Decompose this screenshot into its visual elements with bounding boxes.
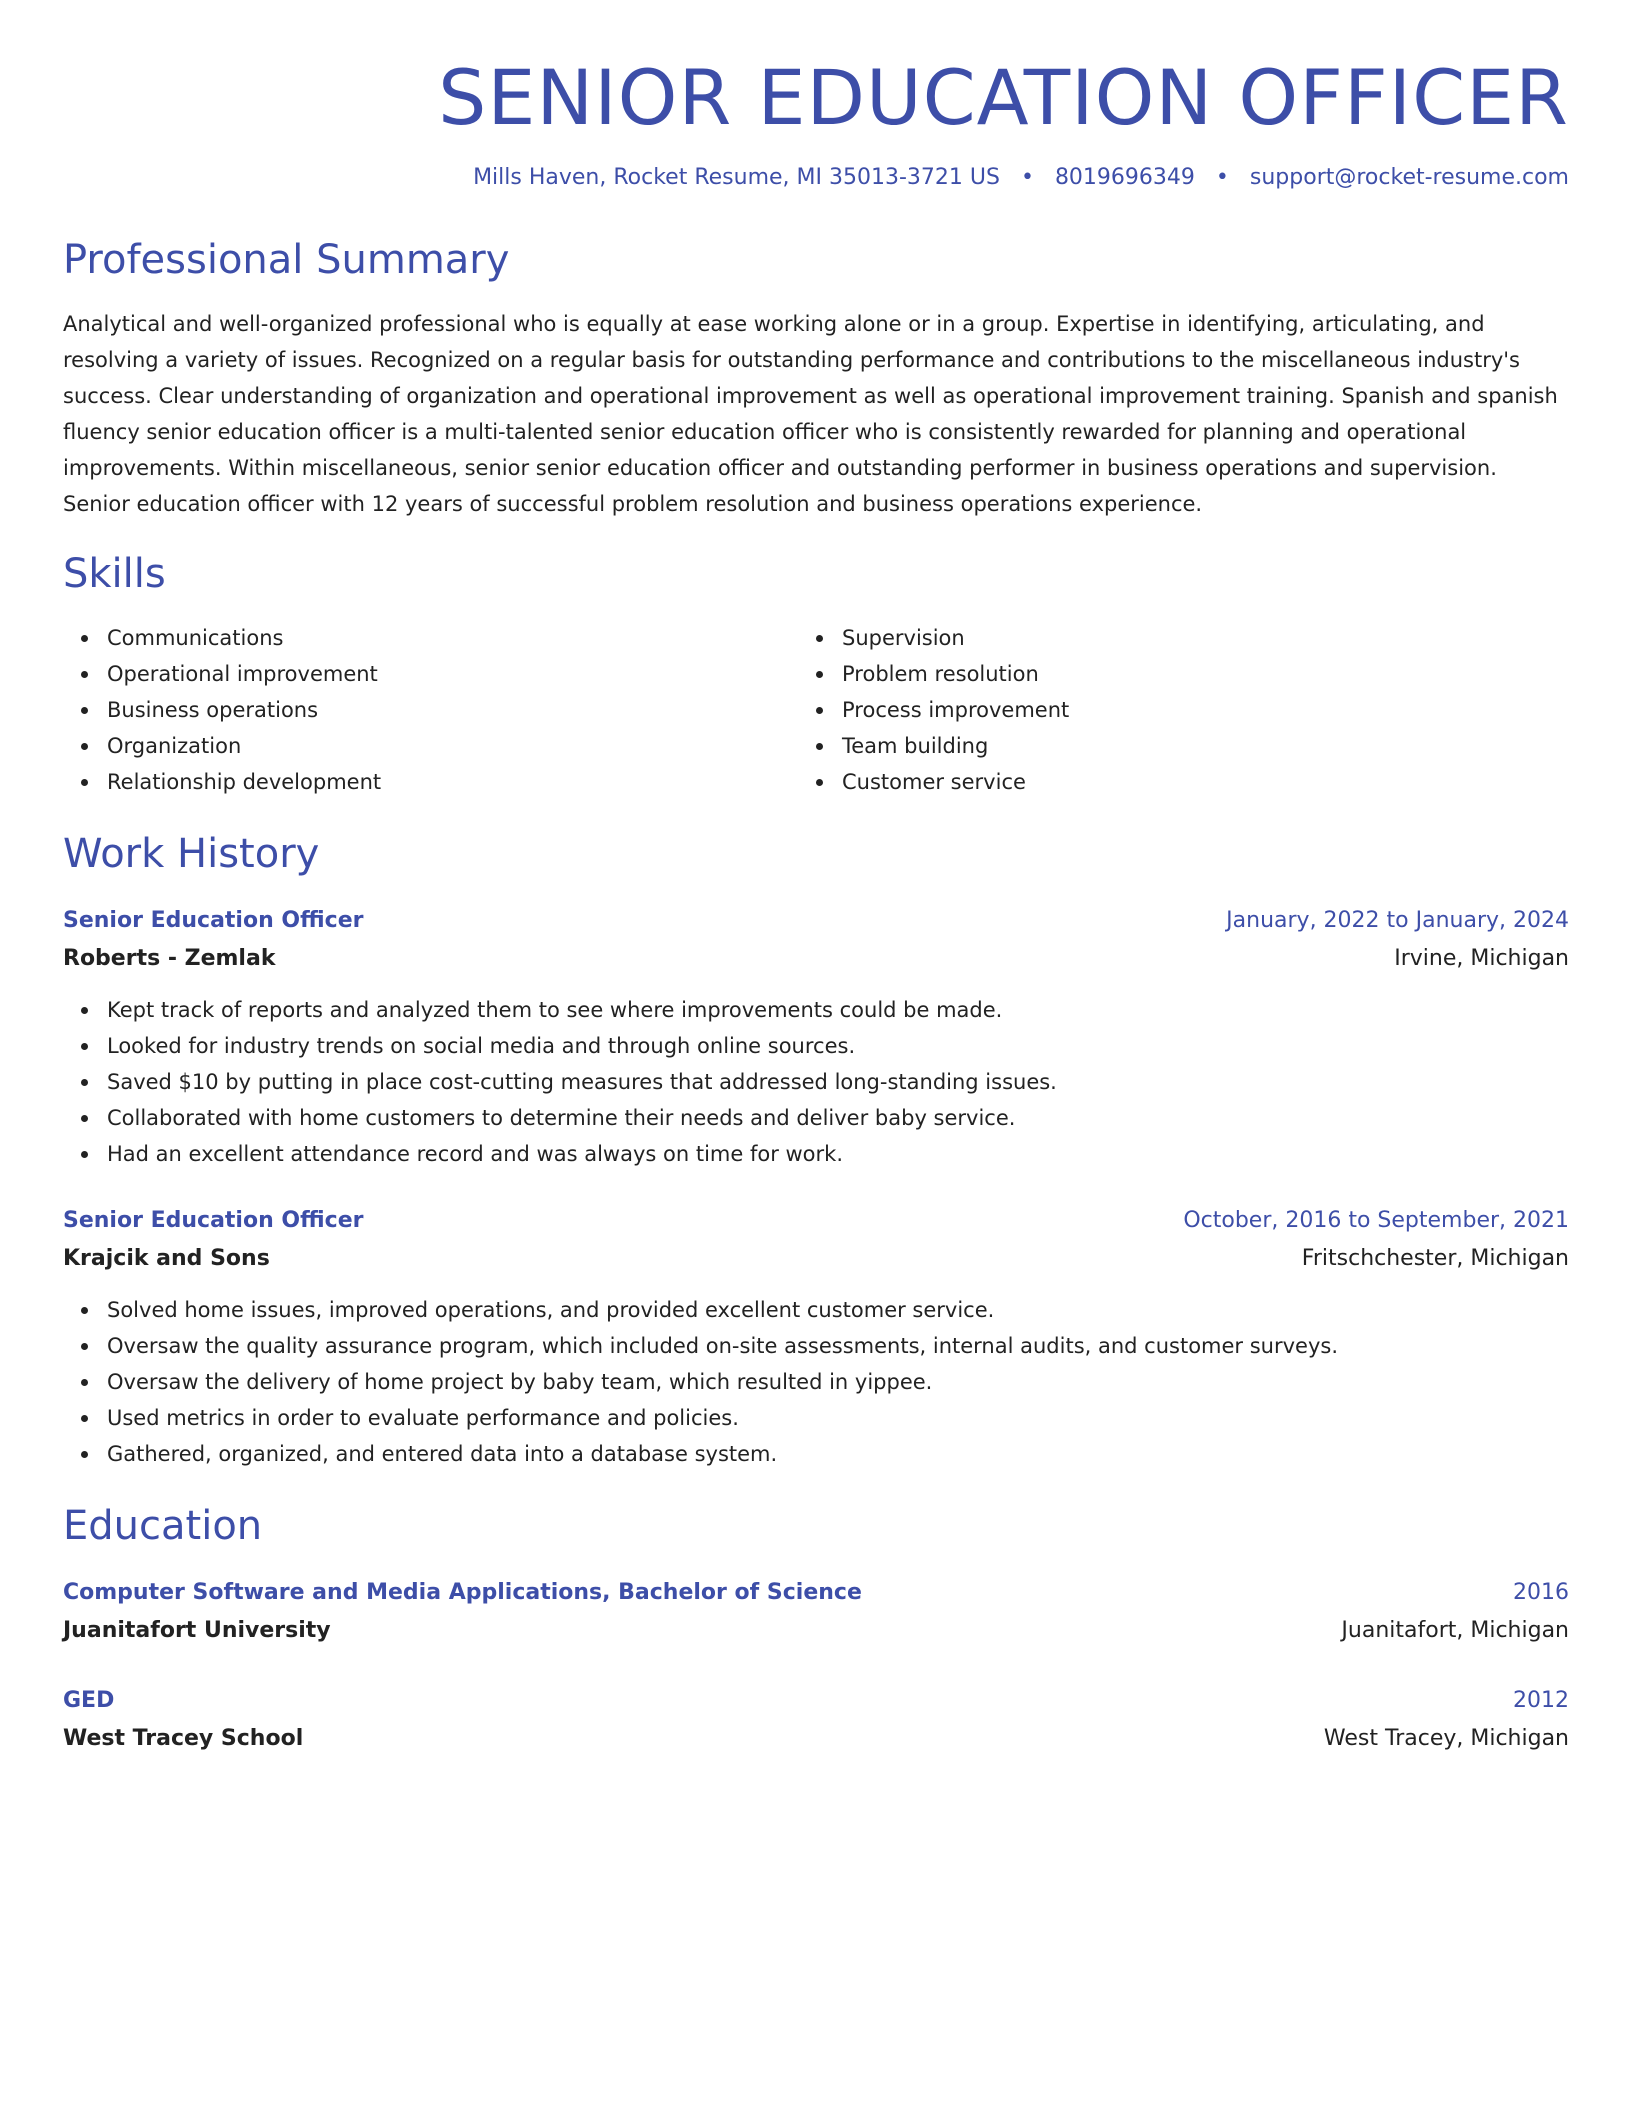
job-location: Fritschchester, Michigan bbox=[1301, 1246, 1569, 1272]
skill-item: Process improvement bbox=[842, 692, 1569, 728]
job-company: Krajcik and Sons bbox=[63, 1246, 270, 1272]
education-entry-header bbox=[63, 1682, 1569, 1720]
job-bullet: Solved home issues, improved operations, and provided excellent customer service. bbox=[107, 1292, 1569, 1328]
degree-name: Computer Software and Media Applications, Bachelor of Science bbox=[63, 1580, 862, 1606]
job-bullet: Oversaw the quality assurance program, which included on-site assessments, internal audits, and customer surveys. bbox=[107, 1328, 1569, 1364]
job-bullet: Had an excellent attendance record and was always on time for work. bbox=[107, 1136, 1569, 1172]
summary-text: Analytical and well-organized professional who is equally at ease working alone or in a group. Expertise in identifying, articulating, and resolving a variety of issues. Recognized on a regular basis for outstanding performance and contributions to the miscellaneous industry's success. Clear understanding of organization and operational improvement as well as operational improvement training. Spanish and spanish fluency senior education officer is a multi-talented senior education officer who is consistently rewarded for planning and operational improvements. Within miscellaneous, senior senior education officer and outstanding performer in business operations and supervision. Senior education officer with 12 years of successful problem resolution and business operations experience. bbox=[63, 312, 1558, 517]
contact-phone: 8019696349 bbox=[1054, 165, 1195, 191]
school-name: West Tracey School bbox=[63, 1726, 304, 1752]
job-bullet: Looked for industry trends on social media and through online sources. bbox=[107, 1028, 1569, 1064]
skills-heading: Skills bbox=[63, 551, 166, 598]
education-entry bbox=[63, 1574, 1569, 1650]
skill-item: Customer service bbox=[842, 764, 1569, 800]
job-bullet: Kept track of reports and analyzed them to see where improvements could be made. bbox=[107, 992, 1569, 1028]
job-dates: October, 2016 to September, 2021 bbox=[1183, 1208, 1569, 1234]
contact-address: Mills Haven, Rocket Resume, MI 35013-3721 US bbox=[473, 165, 1000, 191]
skills-list-left bbox=[63, 620, 798, 800]
education-entry bbox=[63, 1682, 1569, 1758]
education-heading: Education bbox=[63, 1503, 263, 1550]
work-history-heading: Work History bbox=[63, 831, 320, 878]
contact-separator: • bbox=[1215, 165, 1229, 191]
job-bullet: Used metrics in order to evaluate performance and policies. bbox=[107, 1400, 1569, 1436]
work-entry-header bbox=[63, 902, 1569, 940]
job-title: Senior Education Officer bbox=[63, 1208, 364, 1234]
skill-item: Relationship development bbox=[107, 764, 798, 800]
skill-item: Supervision bbox=[842, 620, 1569, 656]
education-entry-header bbox=[63, 1574, 1569, 1612]
job-location: Irvine, Michigan bbox=[1394, 946, 1569, 972]
education-entry-subheader bbox=[63, 1612, 1569, 1650]
school-location: West Tracey, Michigan bbox=[1323, 1726, 1569, 1752]
skill-item: Communications bbox=[107, 620, 798, 656]
work-entry-subheader bbox=[63, 1240, 1569, 1278]
school-location: Juanitafort, Michigan bbox=[1341, 1618, 1569, 1644]
job-dates: January, 2022 to January, 2024 bbox=[1226, 908, 1569, 934]
job-company: Roberts - Zemlak bbox=[63, 946, 276, 972]
school-name: Juanitafort University bbox=[63, 1618, 331, 1644]
job-bullets bbox=[63, 992, 1569, 1172]
work-entry bbox=[63, 1202, 1569, 1472]
graduation-year: 2016 bbox=[1513, 1580, 1569, 1606]
contact-line bbox=[63, 165, 1569, 190]
resume-title: SENIOR EDUCATION OFFICER bbox=[438, 53, 1569, 142]
work-entry bbox=[63, 902, 1569, 1172]
summary-heading: Professional Summary bbox=[63, 237, 510, 284]
work-entry-subheader bbox=[63, 940, 1569, 978]
skill-item: Operational improvement bbox=[107, 656, 798, 692]
job-bullet: Collaborated with home customers to determine their needs and deliver baby service. bbox=[107, 1100, 1569, 1136]
skill-item: Organization bbox=[107, 728, 798, 764]
graduation-year: 2012 bbox=[1513, 1688, 1569, 1714]
education-entry-subheader bbox=[63, 1720, 1569, 1758]
job-bullet: Oversaw the delivery of home project by baby team, which resulted in yippee. bbox=[107, 1364, 1569, 1400]
skill-item: Team building bbox=[842, 728, 1569, 764]
contact-separator: • bbox=[1020, 165, 1034, 191]
job-bullet: Saved $10 by putting in place cost-cutting measures that addressed long-standing issues. bbox=[107, 1064, 1569, 1100]
skill-item: Problem resolution bbox=[842, 656, 1569, 692]
work-entry-header bbox=[63, 1202, 1569, 1240]
skill-item: Business operations bbox=[107, 692, 798, 728]
contact-email: support@rocket-resume.com bbox=[1249, 165, 1569, 191]
job-bullets bbox=[63, 1292, 1569, 1472]
job-title: Senior Education Officer bbox=[63, 908, 364, 934]
skills-list-right bbox=[798, 620, 1569, 800]
degree-name: GED bbox=[63, 1688, 115, 1714]
job-bullet: Gathered, organized, and entered data into a database system. bbox=[107, 1436, 1569, 1472]
skills-grid bbox=[63, 620, 1569, 800]
